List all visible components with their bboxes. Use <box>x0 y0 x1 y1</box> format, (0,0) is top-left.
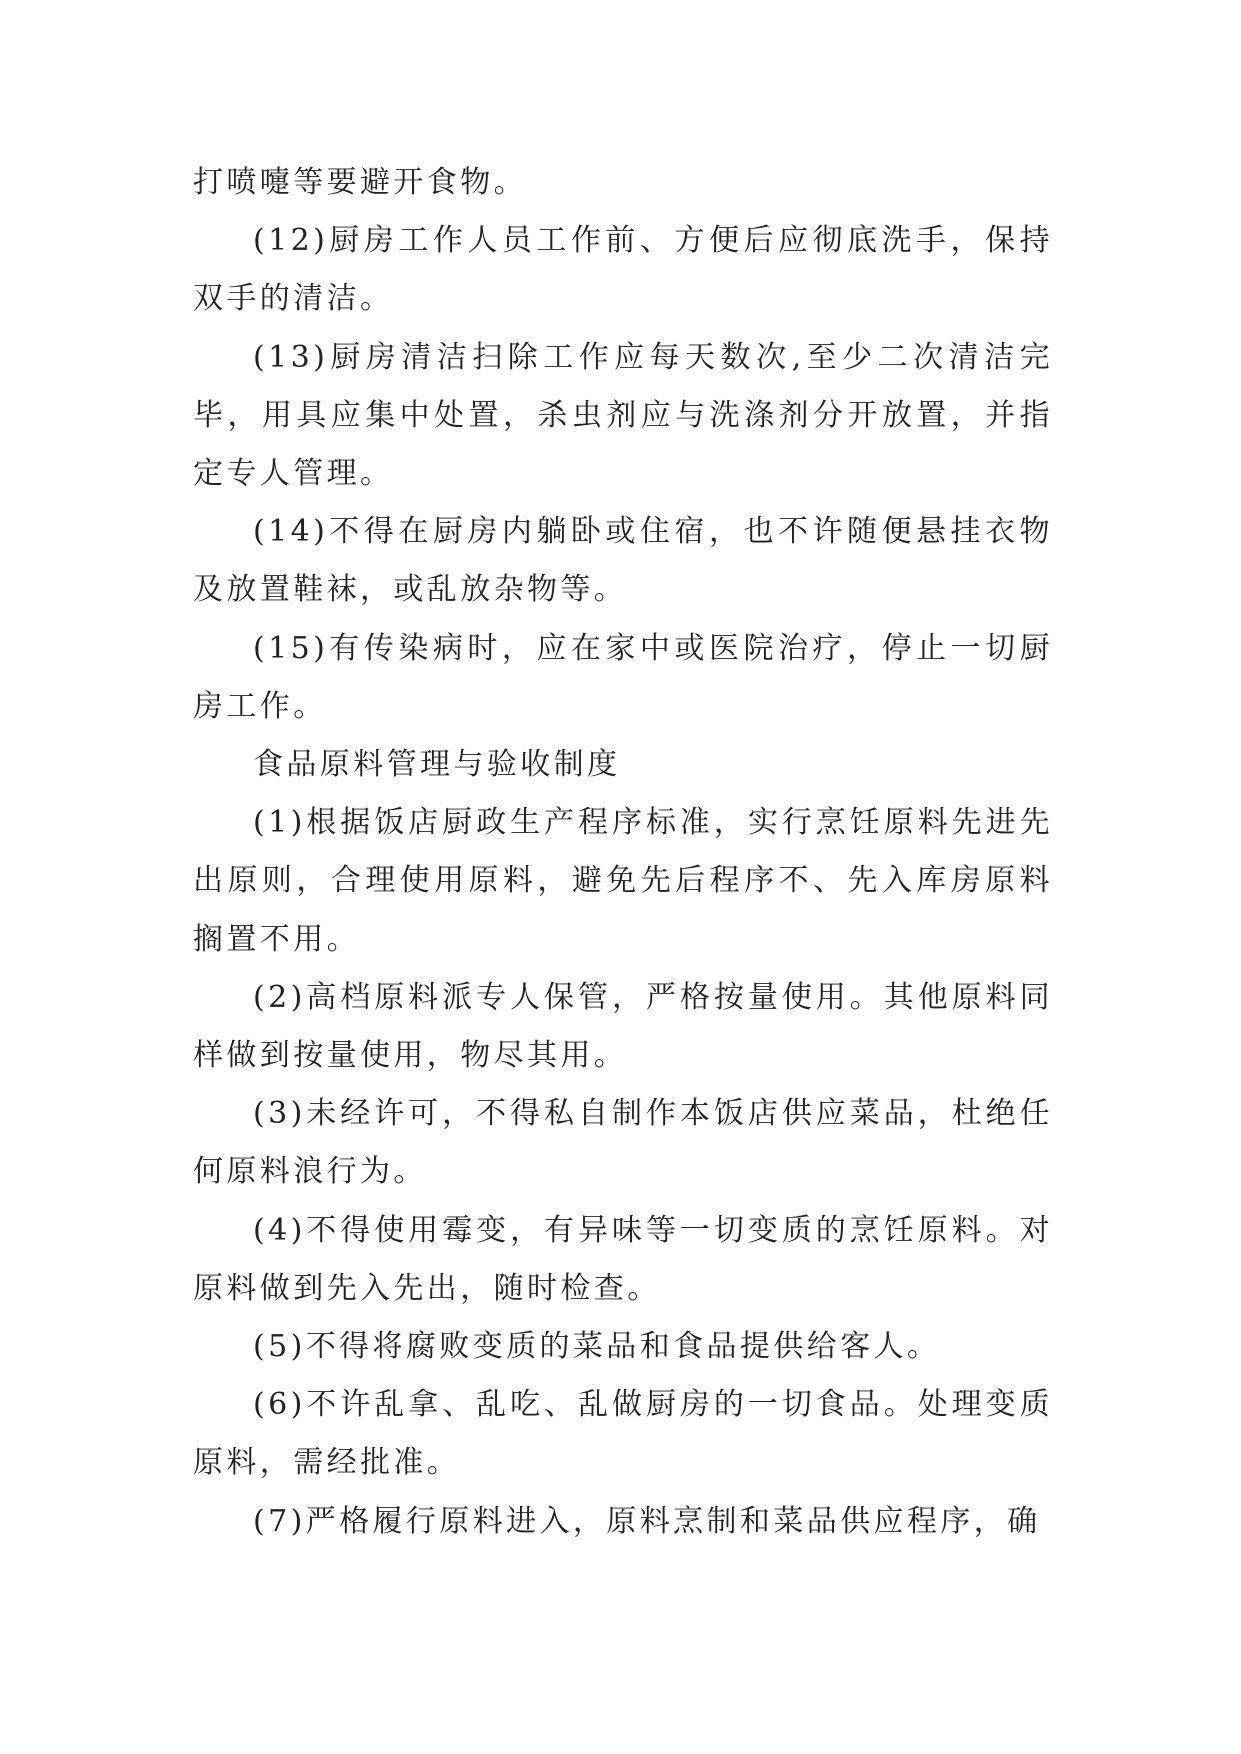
paragraph-continuation: 打喷嚏等要避开食物。 <box>193 165 527 200</box>
paragraph-item-15: (15)有传染病时，应在家中或医院治疗，停止一切厨房工作。 <box>193 630 1053 724</box>
paragraph-item-6: (6)不许乱拿、乱吃、乱做厨房的一切食品。处理变质原料，需经批准。 <box>193 1387 1053 1481</box>
paragraph-item-12: (12)厨房工作人员工作前、方便后应彻底洗手，保持双手的清洁。 <box>193 223 1053 317</box>
paragraph-item-7: (7)严格履行原料进入，原料烹制和菜品供应程序，确 <box>253 1503 1041 1539</box>
paragraph-item-2: (2)高档原料派专人保管，严格按量使用。其他原料同样做到按量使用，物尽其用。 <box>193 979 1053 1074</box>
document-body <box>193 154 1053 1551</box>
paragraph-item-3: (3)未经许可，不得私自制作本饭店供应菜品，杜绝任何原料浪行为。 <box>193 1096 1053 1190</box>
paragraph-item-4: (4)不得使用霉变，有异味等一切变质的烹饪原料。对原料做到先入先出，随时检查。 <box>193 1212 1053 1306</box>
paragraph-item-13: (13)厨房清洁扫除工作应每天数次,至少二次清洁完毕，用具应集中处置，杀虫剂应与洗涤剂分开放置，并指定专人管理。 <box>193 339 1053 492</box>
section-heading: 食品原料管理与验收制度 <box>253 747 621 783</box>
paragraph-item-14: (14)不得在厨房内躺卧或住宿，也不许随便悬挂衣物及放置鞋袜，或乱放杂物等。 <box>193 514 1053 608</box>
paragraph-item-5: (5)不得将腐败变质的菜品和食品提供给客人。 <box>253 1329 941 1365</box>
paragraph-item-1: (1)根据饭店厨政生产程序标准，实行烹饪原料先进先出原则，合理使用原料，避免先后程序不、先入库房原料搁置不用。 <box>193 805 1053 957</box>
